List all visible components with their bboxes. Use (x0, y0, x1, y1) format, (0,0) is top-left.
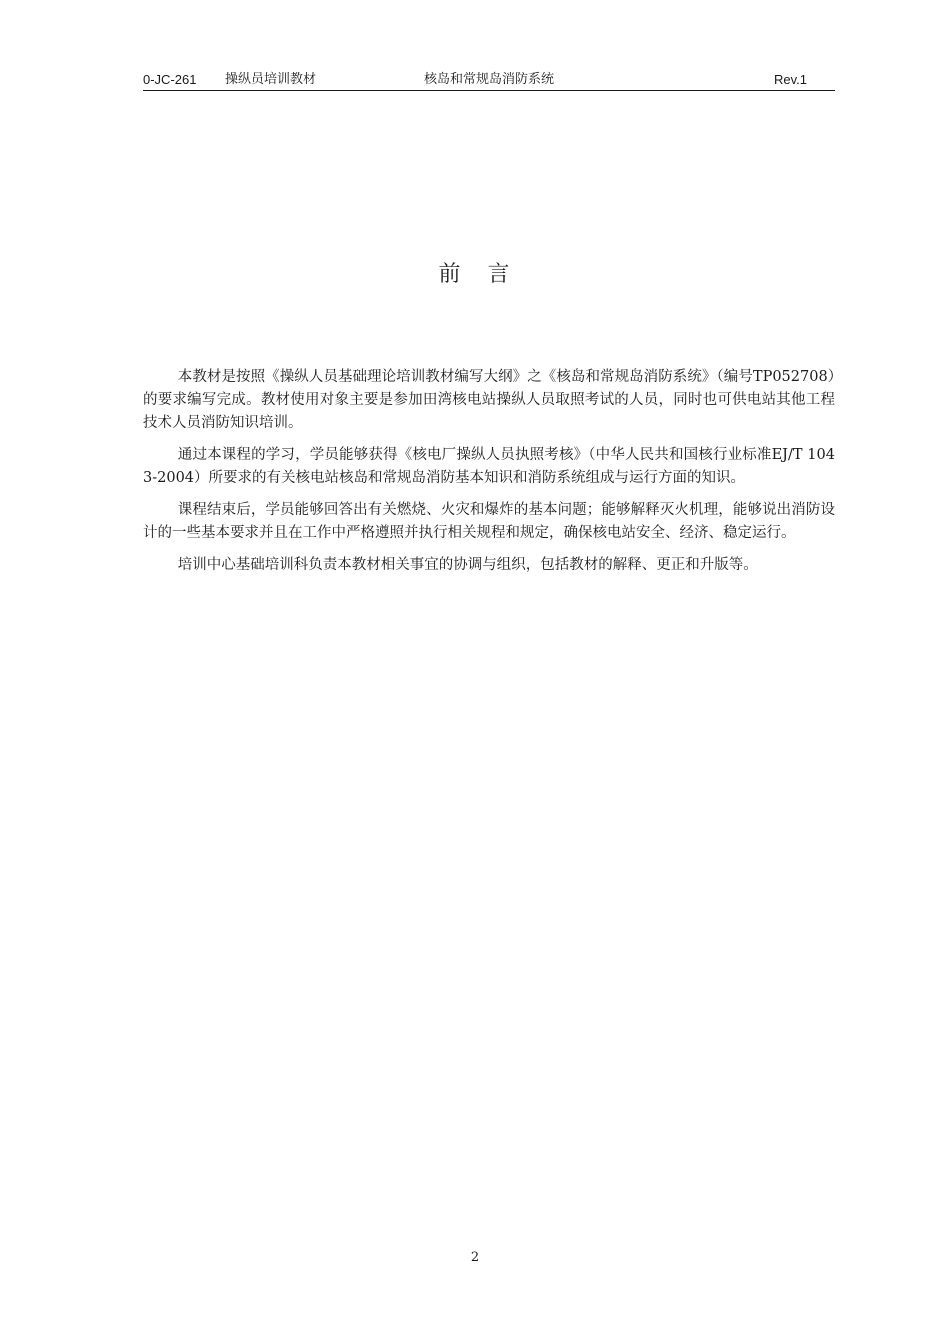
page-number: 2 (470, 1250, 480, 1265)
page-header (143, 70, 835, 91)
paragraph: 本教材是按照《操纵人员基础理论培训教材编写大纲》之《核岛和常规岛消防系统》（编号TP052708）的要求编写完成。教材使用对象主要是参加田湾核电站操纵人员取照考试的人员，同时也可供电站其他工程技术人员消防知识培训。 (143, 369, 835, 431)
document-code: 0-JC-261 (143, 72, 197, 87)
page-title: 前 言 (438, 262, 520, 287)
paragraph: 课程结束后，学员能够回答出有关燃烧、火灾和爆炸的基本问题；能够解释灭火机理，能够说出消防设计的一些基本要求并且在工作中严格遵照并执行相关规程和规定，确保核电站安全、经济、稳定运行。 (143, 502, 835, 541)
document-type: 操纵员培训教材 (225, 72, 317, 87)
paragraph: 通过本课程的学习，学员能够获得《核电厂操纵人员执照考核》（中华人民共和国核行业标准EJ/T 1043-2004）所要求的有关核电站核岛和常规岛消防基本知识和消防系统组成与运行方面的知识。 (143, 447, 835, 486)
revision-label: Rev.1 (774, 72, 807, 87)
paragraph: 培训中心基础培训科负责本教材相关事宜的协调与组织，包括教材的解释、更正和升版等。 (177, 557, 758, 573)
document-subject: 核岛和常规岛消防系统 (423, 72, 554, 87)
preface-body (143, 366, 835, 586)
